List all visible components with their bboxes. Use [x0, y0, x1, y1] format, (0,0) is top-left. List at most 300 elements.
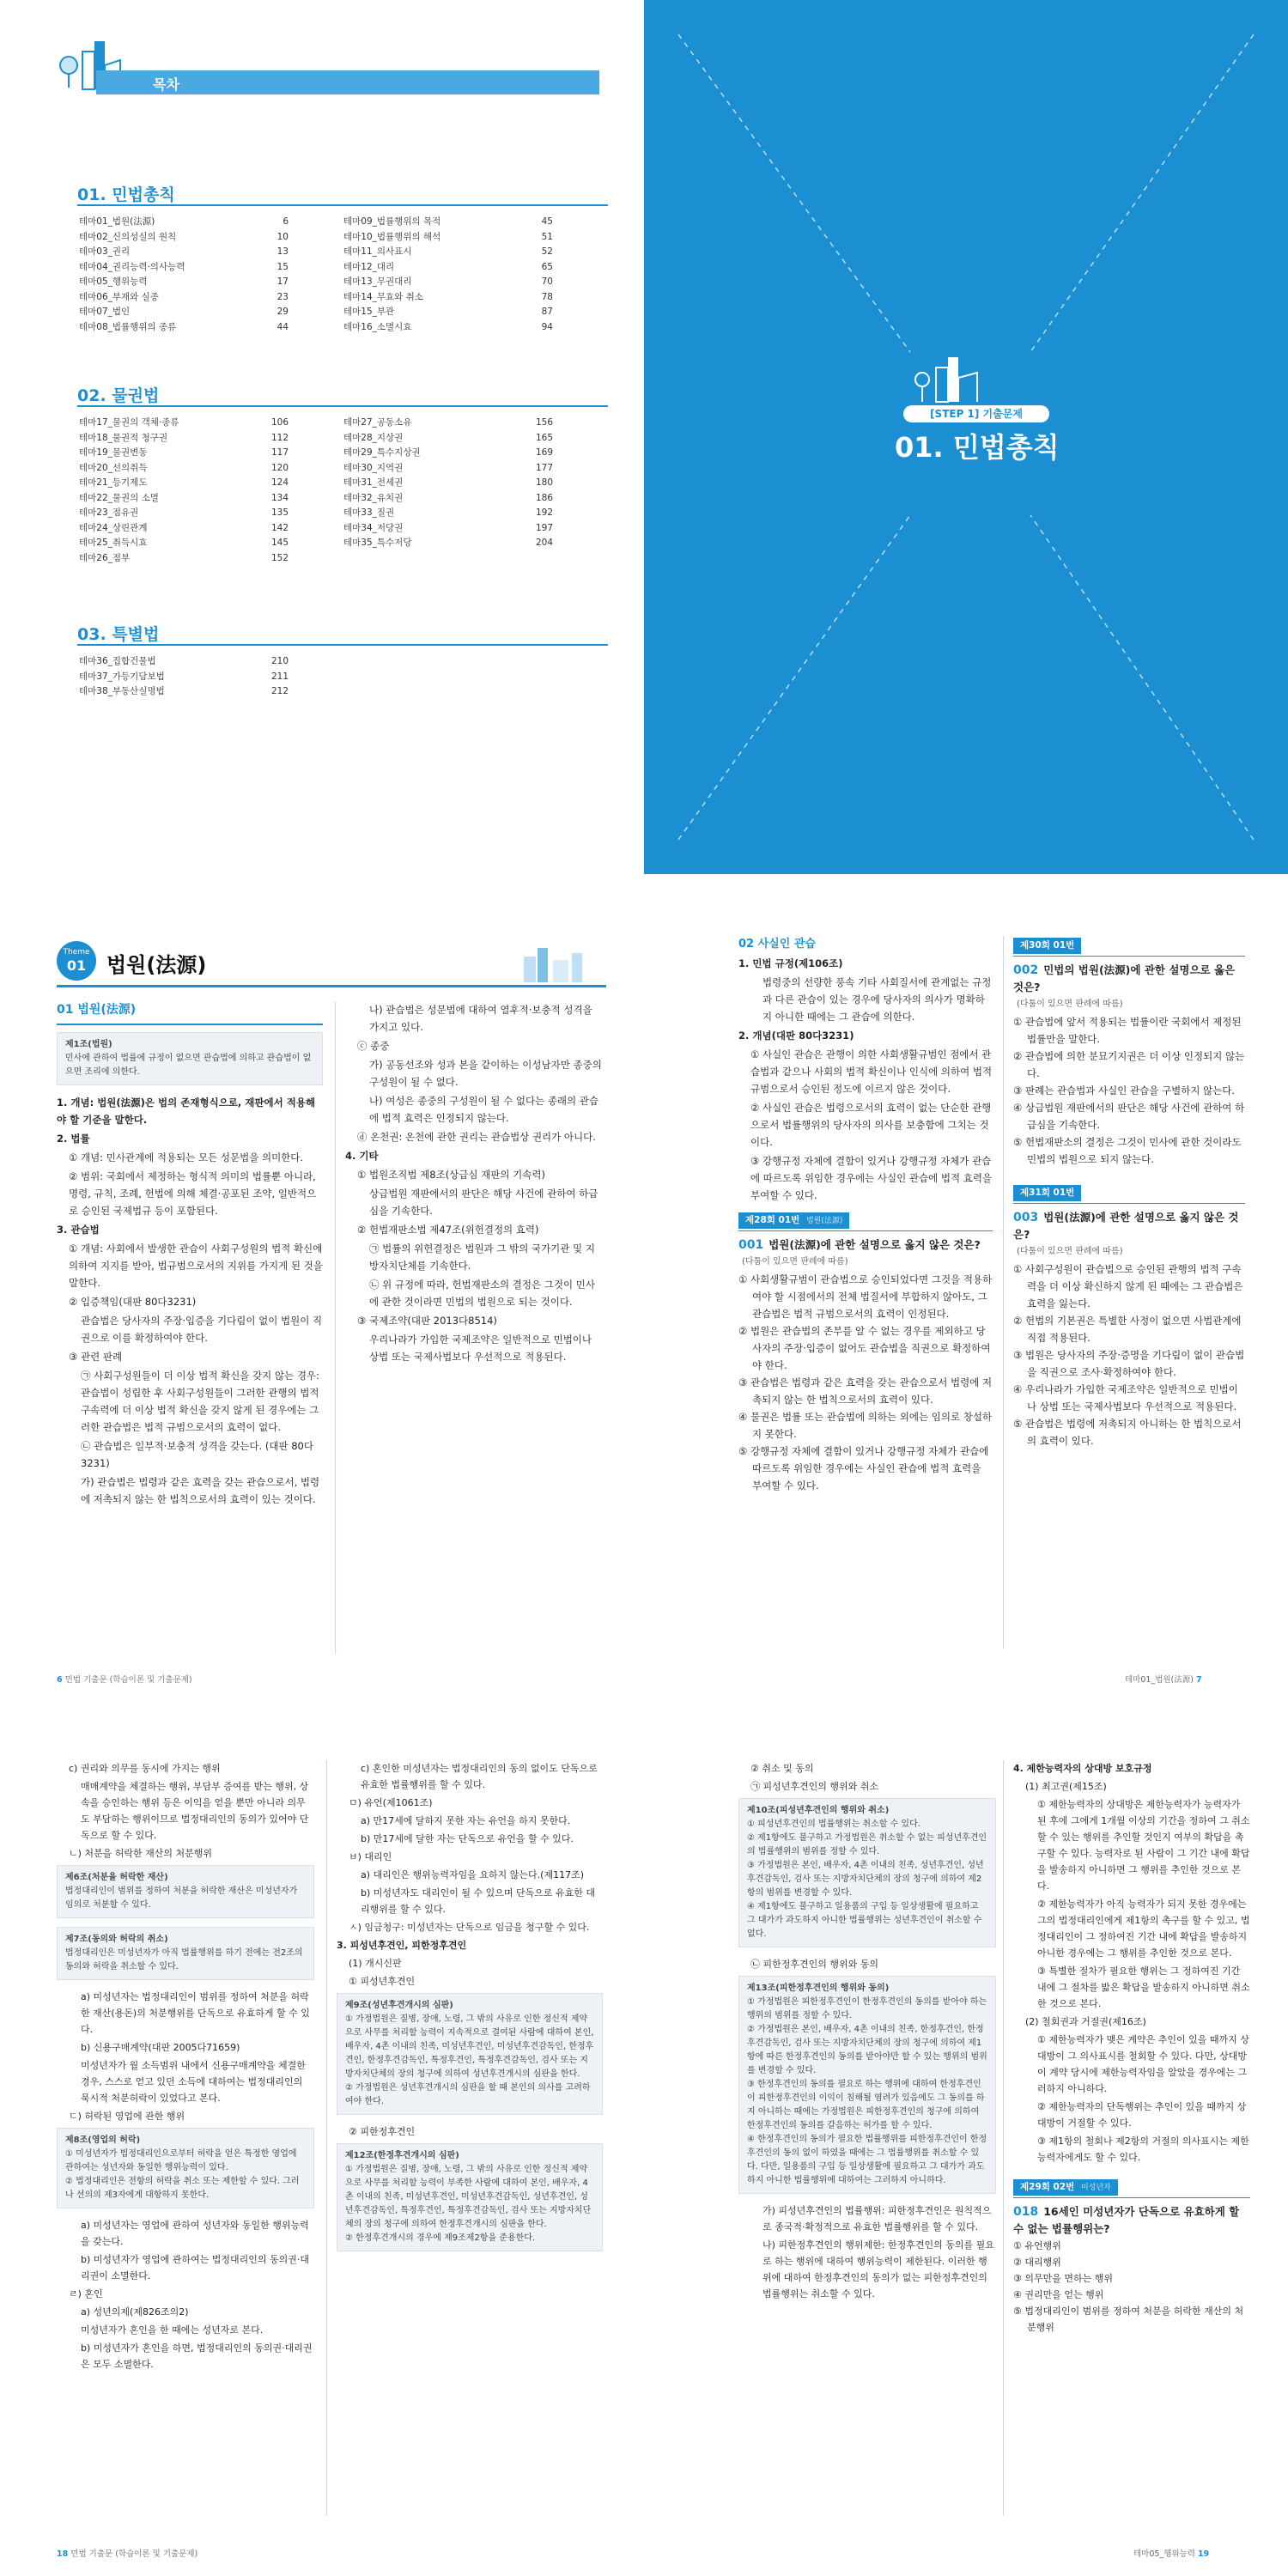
body-paragraph: 미성년자가 월 소득범위 내에서 신용구매계약을 체결한 경우, 스스로 얻고 있던 소득에 대하여는 법정대리인의 묵시적 처분허락이 있었다고 본다.	[81, 2060, 306, 2104]
toc-entry-page: 180	[535, 477, 553, 488]
toc-entry[interactable]	[79, 551, 289, 567]
toc-entry-page: 124	[270, 477, 289, 488]
toc-entry-page: 165	[535, 432, 553, 443]
body-paragraph: ㉠ 피성년후견인의 행위와 취소	[750, 1781, 879, 1792]
toc-entry-page: 52	[541, 246, 553, 257]
toc-entry[interactable]	[343, 305, 553, 320]
building-logo-icon	[910, 354, 1005, 405]
toc-entry-title: 테마19_물권변동	[79, 447, 148, 458]
toc-entry-page: 65	[541, 261, 553, 272]
theme-badge-label: Theme	[63, 948, 90, 957]
toc-entry-page: 15	[276, 261, 289, 272]
toc-section-title-3: 03. 특별법	[77, 625, 160, 644]
question-tag-003	[1013, 1185, 1081, 1201]
subsection-label: ㉡ 피한정후견인의 행위와 동의	[750, 1959, 879, 1970]
body-paragraph: a) 성년의제(제826조의2)	[81, 2306, 189, 2318]
toc-entry-title: 테마22_물권의 소멸	[79, 492, 159, 503]
toc-entry-title: 테마28_지상권	[343, 432, 404, 443]
heading-paragraph: 3. 관습법	[57, 1224, 100, 1236]
subsection-label: ② 피한정후견인	[349, 2126, 416, 2137]
law-box-article-1	[57, 1032, 323, 1085]
toc-page	[0, 0, 644, 874]
toc-entry-title: 테마02_신의성실의 원칙	[79, 231, 177, 242]
question-002-options	[1013, 1013, 1245, 1168]
footer-text: 테마05_행위능력	[1133, 2549, 1195, 2559]
toc-entry[interactable]	[343, 506, 553, 521]
spread1-column-3-body	[738, 955, 993, 1204]
toc-entry-title: 테마08_법률행위의 종류	[79, 321, 177, 332]
footer-text: 민법 기출문 (학습이론 및 기출문제)	[64, 1675, 192, 1685]
toc-entry-title: 테마31_전세권	[343, 477, 404, 488]
body-paragraph: ② 헌법재판소법 제47조(위헌결정의 효력)	[357, 1224, 539, 1236]
toc-entry[interactable]	[343, 536, 553, 551]
body-paragraph: ③ 제1항의 철회나 제2항의 거절의 의사표시는 제한능력자에게도 할 수 있다.	[1037, 2136, 1249, 2163]
question-text: 법원(法源)에 관한 설명으로 옳지 않은 것은?	[769, 1238, 981, 1251]
spread1-column-1	[57, 1001, 323, 1510]
toc-entry-page: 169	[535, 447, 553, 458]
question-018-options	[1013, 2238, 1250, 2336]
answer-option: ③ 관습법은 법령과 같은 효력을 갖는 관습으로서 법령에 저촉되지 않는 한 법칙으로서의 효력이 있다.	[738, 1376, 993, 1406]
toc-entry-title: 테마38_부동산실명법	[79, 686, 165, 696]
toc-entry[interactable]	[79, 320, 289, 336]
heading-paragraph: 2. 법률	[57, 1133, 90, 1145]
law-box-line: ② 제1항에도 불구하고 가정법원은 취소할 수 없는 피성년후견인의 법률행위의 범위를 정할 수 있다.	[747, 1833, 987, 1856]
answer-option: ② 법원은 관습법의 존부를 알 수 없는 경우를 제외하고 당사자의 주장·입증이 없어도 관습법을 직권으로 확정하여야 한다.	[738, 1325, 991, 1371]
law-box-article-7	[57, 1927, 314, 1980]
toc-entry[interactable]	[79, 670, 289, 685]
law-box-text: 민사에 관하여 법률에 규정이 없으면 관습법에 의하고 관습법이 없으면 조리에 의한다.	[65, 1054, 312, 1077]
spread2-column-3-body	[738, 1760, 996, 1795]
toc-entry-page: 135	[270, 507, 289, 518]
toc-entry-page: 197	[535, 522, 553, 533]
answer-option: ④ 상급법원 재판에서의 판단은 해당 사건에 관하여 하급심을 기속한다.	[1013, 1102, 1245, 1131]
toc-entry[interactable]	[79, 461, 289, 477]
footer-left-spread2	[57, 2547, 197, 2559]
toc-entry[interactable]	[343, 275, 553, 290]
toc-entry[interactable]	[79, 275, 289, 290]
toc-entry-title: 테마30_지역권	[343, 462, 404, 473]
body-paragraph: (2) 철회권과 거절권(제16조)	[1025, 2016, 1146, 2027]
answer-option: ③ 판례는 관습법과 사실인 관습을 구별하지 않는다.	[1013, 1084, 1236, 1097]
toc-entry-page: 94	[541, 321, 553, 332]
question-tag-003-label: 제31회 01번	[1020, 1188, 1075, 1198]
question-003	[1013, 1209, 1245, 1261]
law-box-line: ② 법정대리인은 전항의 허락을 취소 또는 제한할 수 있다. 그러나 선의의 제3자에게 대항하지 못한다.	[65, 2177, 300, 2200]
toc-entry-title: 테마01_법원(法源)	[79, 216, 155, 227]
heading-paragraph: 3. 피성년후견인, 피한정후견인	[337, 1940, 467, 1951]
toc-entry[interactable]	[79, 215, 289, 230]
body-paragraph: ② 제한능력자가 아직 능력자가 되지 못한 경우에는 그의 법정대리인에게 제1항의 촉구를 할 수 있고, 법정대리인이 그 정하여진 기간 내에 확답을 발송하지 아니한 경우에는 그 행위를 추인한 것으로 본다.	[1037, 1899, 1250, 1959]
body-paragraph: ㄹ) 혼인	[69, 2288, 103, 2300]
law-box-title: 제9조(성년후견개시의 심판)	[345, 2001, 453, 2010]
toc-entry[interactable]	[343, 215, 553, 230]
body-paragraph: 나) 관습법은 성문법에 대하여 열후적·보충적 성격을 가지고 있다.	[369, 1004, 592, 1033]
toc-entry[interactable]	[79, 446, 289, 461]
question-number: 003	[1013, 1211, 1039, 1224]
toc-entry[interactable]	[79, 654, 289, 670]
answer-option: ⑤ 헌법재판소의 결정은 그것이 민사에 관한 것이라도 민법의 법원으로 되지 않는다.	[1013, 1136, 1242, 1165]
toc-entry-title: 테마09_법률행위의 목적	[343, 216, 441, 227]
body-paragraph: ① 개념: 민사관계에 적용되는 모든 성문법을 의미한다.	[69, 1151, 304, 1163]
body-paragraph: c) 권리와 의무를 동시에 가지는 행위	[69, 1763, 221, 1774]
toc-entry[interactable]	[343, 491, 553, 507]
body-paragraph: ③ 국제조약(대판 2013다8514)	[357, 1315, 497, 1327]
law-box-line: ④ 제1항에도 불구하고 일용품의 구입 등 일상생활에 필요하고 그 대가가 과도하지 아니한 법률행위는 성년후견인이 취소할 수 없다.	[747, 1902, 982, 1939]
body-paragraph: ③ 특별한 절차가 필요한 행위는 그 정하여진 기간 내에 그 절차를 밟은 확답을 발송하지 아니하면 취소한 것으로 본다.	[1037, 1965, 1250, 2009]
toc-entry-title: 테마14_무효와 취소	[343, 291, 423, 302]
answer-option: ④ 우리나라가 가입한 국제조약은 일반적으로 민법이나 상법 또는 국제사법보다 우선적으로 적용된다.	[1013, 1383, 1238, 1413]
toc-entry[interactable]	[343, 461, 553, 477]
toc-entry-page: 212	[270, 686, 289, 696]
law-box-lines	[345, 2013, 594, 2109]
answer-option: ④ 권리만을 얻는 행위	[1013, 2289, 1104, 2300]
toc-entry-page: 106	[270, 417, 289, 428]
toc-header-title: 목차	[153, 76, 179, 93]
toc-entry-page: 87	[541, 307, 553, 317]
toc-entry-page: 10	[276, 231, 289, 242]
heading-paragraph: 1. 개념: 법원(法源)은 법의 존재형식으로, 재판에서 적용해야 할 기준을 말한다.	[57, 1097, 316, 1126]
toc-entry[interactable]	[79, 416, 289, 431]
body-paragraph: 가) 공동선조와 성과 본을 같이하는 이성남자만 종중의 구성원이 될 수 없다.	[369, 1059, 602, 1088]
toc-entry[interactable]	[343, 521, 553, 537]
toc-entry[interactable]	[343, 230, 553, 246]
law-box-title: 제8조(영업의 허락)	[65, 2136, 141, 2145]
law-box-line: ① 미성년자가 법정대리인으로부터 허락을 얻은 특정한 영업에 관하여는 성년자와 동일한 행위능력이 있다.	[65, 2149, 297, 2172]
theme-title: 법원(法源)	[106, 953, 207, 977]
theme-badge	[57, 941, 96, 981]
spread2-column-2	[337, 1760, 603, 2260]
question-002	[1013, 962, 1245, 1013]
body-paragraph: a) 만17세에 달하지 못한 자는 유언을 하지 못한다.	[361, 1815, 571, 1826]
toc-entry-page: 204	[535, 538, 553, 548]
toc-entry-title: 테마34_저당권	[343, 522, 404, 533]
toc-entry-page: 78	[541, 291, 553, 302]
toc-entry-page: 152	[270, 552, 289, 563]
law-box-article-10	[738, 1798, 996, 1947]
body-paragraph: ㉠ 사회구성원들이 더 이상 법적 확신을 갖지 않는 경우: 관습법이 성립한 후 사회구성원들이 그러한 관행의 법적 구속력에 더 이상 법적 확신을 갖지 않게 된 경우에는 그러한 관습법은 법적 규범으로서의 효력이 없다.	[81, 1370, 319, 1433]
footer-text: 민법 기출문 (학습이론 및 기출문제)	[70, 2549, 198, 2559]
toc-list-1-right	[343, 215, 553, 335]
toc-entry[interactable]	[343, 290, 553, 306]
body-paragraph: ㅅ) 임금청구: 미성년자는 단독으로 임금을 청구할 수 있다.	[349, 1922, 590, 1933]
footer-right-spread1	[1125, 1673, 1202, 1685]
toc-entry-title: 테마26_점부	[79, 552, 131, 563]
answer-option: ④ 물권은 법률 또는 관습법에 의하는 외에는 임의로 창설하지 못한다.	[738, 1411, 993, 1440]
body-paragraph: ② 취소 및 동의	[750, 1763, 814, 1774]
body-paragraph: b) 만17세에 달한 자는 단독으로 유언을 할 수 있다.	[361, 1833, 574, 1844]
theme-title-rule	[57, 985, 606, 987]
body-paragraph: 가) 관습법은 법령과 같은 효력을 갖는 관습으로서, 법령에 저촉되지 않는 한 법칙으로서의 효력이 있는 것이다.	[81, 1476, 320, 1505]
toc-entry[interactable]	[79, 506, 289, 521]
toc-entry-page: 45	[541, 216, 553, 227]
toc-entry-title: 테마05_행위능력	[79, 276, 148, 287]
toc-entry-title: 테마23_점유권	[79, 507, 139, 518]
toc-entry-title: 테마17_물권의 객체·종류	[79, 417, 179, 428]
question-tag-002	[1013, 938, 1081, 954]
question-text: 법원(法源)에 관한 설명으로 옳지 않은 것은?	[1013, 1211, 1239, 1241]
question-rule	[1013, 2197, 1250, 2198]
toc-entry-page: 117	[270, 447, 289, 458]
body-paragraph: c) 혼인한 미성년자는 법정대리인의 동의 없이도 단독으로 유효한 법률행위를 할 수 있다.	[361, 1763, 598, 1790]
building-deco-icon	[515, 945, 601, 982]
spread2-column-1-body-c	[57, 2217, 314, 2372]
answer-option: ② 헌법의 기본권은 특별한 사정이 없으면 사법관계에 직접 적용된다.	[1013, 1315, 1242, 1344]
law-box-article-6	[57, 1865, 314, 1918]
toc-entry[interactable]	[79, 230, 289, 246]
question-note: (다툼이 있으면 판례에 따름)	[742, 1257, 848, 1267]
body-paragraph: ⓓ 온천권: 온천에 관한 권리는 관습법상 권리가 아니다.	[357, 1131, 596, 1143]
footer-right-spread2	[1133, 2547, 1209, 2559]
question-001	[738, 1236, 993, 1271]
body-paragraph: 관습법은 당사자의 주장·입증을 기다림이 없이 법원이 직권으로 이를 확정하여야 한다.	[81, 1315, 323, 1344]
question-text: 16세인 미성년자가 단독으로 유효하게 할 수 없는 법률행위는?	[1013, 2205, 1240, 2235]
toc-entry[interactable]	[79, 260, 289, 276]
body-paragraph: a) 미성년자는 법정대리인이 범위를 정하여 처분을 허락한 재산(용돈)의 처분행위를 단독으로 유효하게 할 수 있다.	[81, 1991, 310, 2035]
answer-option: ⑤ 강행규정 자체에 결함이 있거나 강행규정 자체가 관습에 따르도록 위임한 경우에는 사실인 관습에 법적 효력을 부여할 수 있다.	[738, 1445, 989, 1492]
answer-option: ⑤ 법정대리인이 범위를 정하여 처분을 허락한 재산의 처분행위	[1013, 2306, 1244, 2333]
spread2-column-2-body	[337, 1760, 603, 1990]
body-paragraph: ① 법원조직법 제8조(상급심 재판의 기속력)	[357, 1169, 545, 1181]
toc-entry-title: 테마35_특수저당	[343, 538, 412, 548]
toc-entry-page: 186	[535, 492, 553, 503]
toc-entry-page: 51	[541, 231, 553, 242]
toc-section-rule-3	[77, 644, 608, 646]
answer-option: ② 대리행위	[1013, 2257, 1061, 2268]
law-box-title: 제1조(법원)	[65, 1040, 112, 1049]
toc-entry-title: 테마04_권리능력·의사능력	[79, 261, 185, 272]
law-box-line: ③ 가정법원은 본인, 배우자, 4촌 이내의 친족, 성년후견인, 성년후견감독인, 검사 또는 지방자치단체의 장의 청구에 의하여 제2항의 범위를 변경할 수 있다.	[747, 1861, 984, 1898]
section-title-01: 01 법원(法源)	[57, 1003, 137, 1017]
law-box-title: 제6조(처분을 허락한 재산)	[65, 1873, 168, 1882]
body-paragraph: 가) 피성년후견인의 법률행위: 피한정후견인은 원칙적으로 종국적·확정적으로 유효한 법률행위를 할 수 있다.	[762, 2205, 992, 2233]
toc-entry[interactable]	[79, 305, 289, 320]
law-box-lines	[65, 2148, 306, 2202]
question-tag-001-label: 제28회 01번	[745, 1215, 800, 1225]
heading-paragraph: 4. 기타	[345, 1150, 379, 1162]
toc-entry[interactable]	[79, 431, 289, 447]
law-box-line: ② 가정법원은 본인, 배우자, 4촌 이내의 친족, 한정후견인, 한정후견감독인, 검사 또는 지방자치단체의 장의 청구에 의하여 제1항에 따른 한정후견인의 동의를 받아야만 할 수 있는 행위의 범위를 변경할 수 있다.	[747, 2025, 987, 2075]
toc-entry-page: 210	[270, 656, 289, 666]
toc-entry-title: 테마03_권리	[79, 246, 131, 257]
toc-entry[interactable]	[79, 684, 289, 700]
body-paragraph: ② 사실인 관습은 법령으로서의 효력이 없는 단순한 관행으로서 법률행위의 당사자의 의사를 보충함에 그치는 것이다.	[750, 1102, 992, 1148]
body-paragraph: ㄴ) 처분을 허락한 재산의 처분행위	[69, 1848, 213, 1859]
body-paragraph: b) 미성년자도 대리인이 될 수 있으며 단독으로 유효한 대리행위를 할 수 있다.	[361, 1887, 596, 1915]
toc-entry[interactable]	[343, 416, 553, 431]
toc-entry-title: 테마16_소멸시효	[343, 321, 412, 332]
toc-entry-page: 17	[276, 276, 289, 287]
body-paragraph: a) 대리인은 행위능력자임을 요하지 않는다.(제117조)	[361, 1869, 584, 1880]
answer-option: ③ 법원은 당사자의 주장·증명을 기다림이 없이 관습법을 직권으로 조사·확정하여야 한다.	[1013, 1349, 1245, 1378]
law-box-line: ③ 한정후견인의 동의를 필요로 하는 행위에 대하여 한정후견인이 피한정후견인의 이익이 침해될 염려가 있음에도 그 동의를 하지 아니하는 때에는 가정법원은 피한정후견인의 청구에 의하여 한정후견인의 동의를 갈음하는 허가를 할 수 있다.	[747, 2080, 985, 2130]
body-paragraph: ③ 강행규정 자체에 결함이 있거나 강행규정 자체가 관습에 따르도록 위임한 경우에는 사실인 관습에 법적 효력을 부여할 수 있다.	[750, 1155, 993, 1201]
column-divider	[335, 1001, 336, 1654]
footer-left-spread1	[57, 1673, 192, 1685]
toc-entry-page: 112	[270, 432, 289, 443]
toc-entry-title: 테마15_부관	[343, 307, 395, 317]
toc-entry-title: 테마29_특수지상권	[343, 447, 421, 458]
toc-entry[interactable]	[79, 245, 289, 260]
law-box-text: 법정대리인이 범위를 정하여 처분을 허락한 재산은 미성년자가 임의로 처분할 수 있다.	[65, 1886, 298, 1910]
answer-option: ① 관습법에 앞서 적용되는 법률이란 국회에서 제정된 법률만을 말한다.	[1013, 1016, 1242, 1045]
toc-entry[interactable]	[79, 290, 289, 306]
law-box-title: 제10조(피성년후견인의 행위와 취소)	[747, 1806, 890, 1815]
law-box-article-9	[337, 1993, 603, 2115]
question-rule	[738, 1230, 993, 1231]
body-paragraph: 나) 여성은 종중의 구성원이 될 수 없다는 종래의 관습에 법적 효력은 인정되지 않는다.	[369, 1095, 599, 1124]
question-number: 001	[738, 1238, 764, 1252]
body-paragraph: ② 제한능력자의 단독행위는 추인이 있을 때까지 상대방이 거절할 수 있다.	[1037, 2101, 1247, 2129]
theme-badge-number: 01	[66, 957, 87, 974]
law-box-article-12	[337, 2143, 603, 2251]
column-divider	[326, 1760, 327, 2516]
question-003-options	[1013, 1261, 1245, 1449]
body-paragraph: 나) 피한정후견인의 행위제한: 한정후견인의 동의를 필요로 하는 행위에 대하여 행위능력이 제한된다. 이러한 행위에 대하여 한정후견인의 동의가 없는 피한정후견인의 법률행위는 취소할 수 있다.	[762, 2239, 994, 2300]
answer-option: ① 유언행위	[1013, 2240, 1061, 2251]
toc-entry[interactable]	[79, 476, 289, 491]
chapter-divider-page	[644, 0, 1288, 874]
toc-entry[interactable]	[343, 431, 553, 447]
toc-entry-title: 테마21_등기제도	[79, 477, 148, 488]
spread2-column-1	[57, 1760, 314, 2374]
page-number: 6	[57, 1675, 63, 1685]
answer-option: ③ 의무만을 면하는 행위	[1013, 2273, 1113, 2284]
question-tag-018-label: 제29회 02번	[1020, 2182, 1075, 2192]
toc-list-2-right	[343, 416, 553, 551]
law-box-line: ① 가정법원은 질병, 장애, 노령, 그 밖의 사유로 인한 정신적 제약으로 사무를 처리할 능력이 지속적으로 결여된 사람에 대하여 본인, 배우자, 4촌 이내의 친족, 미성년후견인, 미성년후견감독인, 한정후견인, 한정후견감독인, 특정후견인, 특정후견감독인, 검사 또는 지방자치단체의 장의 청구에 의하여 성년후견개시의 심판을 한다.	[345, 2014, 594, 2079]
body-paragraph: (1) 개시신판	[349, 1958, 402, 1969]
body-paragraph: ㉠ 법률의 위헌결정은 법원과 그 밖의 국가기관 및 지방자치단체를 기속한다.	[369, 1242, 595, 1272]
spread1-column-2-body	[345, 1001, 603, 1365]
body-paragraph: a) 미성년자는 영업에 관하여 성년자와 동일한 행위능력을 갖는다.	[81, 2220, 309, 2247]
spread2-column-1-body-b	[57, 1989, 314, 2124]
answer-option: ① 사회구성원이 관습법으로 승인된 관행의 법적 구속력을 더 이상 확신하지 않게 된 때에는 그 관습법은 효력을 잃는다.	[1013, 1263, 1243, 1309]
toc-entry[interactable]	[79, 521, 289, 537]
body-paragraph: 미성년자가 혼인을 한 때에는 성년자로 본다.	[81, 2324, 264, 2336]
toc-entry-page: 156	[535, 417, 553, 428]
law-box-line: ② 가정법원은 성년후견개시의 심판을 할 때 본인의 의사를 고려하여야 한다.	[345, 2083, 591, 2106]
toc-entry-page: 120	[270, 462, 289, 473]
toc-entry-page: 142	[270, 522, 289, 533]
toc-entry-title: 테마37_가등기담보법	[79, 671, 165, 682]
heading-paragraph: 1. 민법 규정(제106조)	[738, 957, 843, 969]
toc-entry[interactable]	[343, 245, 553, 260]
toc-entry-title: 테마25_취득시효	[79, 538, 148, 548]
spread1-column-2	[345, 1001, 603, 1367]
question-001-options	[738, 1271, 993, 1494]
question-note: (다툼이 있으면 판례에 따름)	[1017, 1247, 1123, 1256]
toc-section-rule-1	[77, 204, 608, 206]
toc-section-title-1: 01. 민법총칙	[77, 185, 175, 204]
spread2-column-4-body	[1013, 1760, 1250, 2166]
toc-entry-page: 211	[270, 671, 289, 682]
law-box-line: ① 가정법원은 피한정후견인이 한정후견인의 동의를 받아야 하는 행위의 범위를 정할 수 있다.	[747, 1997, 987, 2020]
spread2-column-3-body-b	[738, 2202, 996, 2302]
toc-entry-page: 70	[541, 276, 553, 287]
toc-entry[interactable]	[79, 491, 289, 507]
body-paragraph: ① 개념: 사회에서 발생한 관습이 사회구성원의 법적 확신에 의하여 지지를 받아, 법규범으로서의 지위를 가지게 된 것을 말한다.	[69, 1242, 323, 1289]
toc-entry-page: 29	[276, 307, 289, 317]
question-tag-002-label: 제30회 01번	[1020, 940, 1075, 951]
toc-entry-page: 6	[283, 216, 289, 227]
question-tag-018-note: 미성년자	[1080, 2184, 1111, 2192]
body-paragraph: (1) 최고권(제15조)	[1025, 1781, 1107, 1792]
question-number: 018	[1013, 2205, 1039, 2219]
toc-entry[interactable]	[343, 476, 553, 491]
body-paragraph: ① 제한능력자의 상대방은 제한능력자가 능력자가 된 후에 그에게 1개월 이상의 기간을 정하여 그 취소할 수 있는 행위를 추인할 것인지 여부의 확답을 촉구할 수 있다. 능력자로 된 사람이 그 기간 내에 확답을 발송하지 아니하면 그 행위를 추인한 것으로 본다.	[1037, 1799, 1250, 1892]
column-divider	[1003, 936, 1004, 1649]
body-paragraph: ㅂ) 대리인	[349, 1851, 392, 1862]
question-rule	[1013, 956, 1245, 957]
law-box-text: 법정대리인은 미성년자가 아직 법률행위를 하기 전에는 전2조의 동의와 허락을 취소할 수 있다.	[65, 1948, 303, 1971]
question-tag-018	[1013, 2179, 1118, 2196]
body-paragraph: ㉡ 위 규정에 따라, 헌법재판소의 결정은 그것이 민사에 관한 것이라면 민법의 법원으로 되는 것이다.	[369, 1279, 595, 1308]
body-paragraph: ③ 관련 판례	[69, 1351, 123, 1363]
toc-entry[interactable]	[343, 260, 553, 276]
body-paragraph: 우리나라가 가입한 국제조약은 일반적으로 민법이나 상법 또는 국제사법보다 우선적으로 적용된다.	[369, 1334, 592, 1363]
spread1-column-4	[1013, 936, 1245, 1449]
toc-entry-title: 테마18_물권적 청구권	[79, 432, 168, 443]
law-box-title: 제13조(피한정후견인의 행위와 동의)	[747, 1984, 890, 1993]
toc-list-1-left	[79, 215, 289, 335]
body-paragraph: 법령중의 선량한 풍속 기타 사회질서에 관계없는 규정과 다른 관습이 있는 경우에 당사자의 의사가 명확하지 아니한 때에는 그 관습에 의한다.	[762, 976, 992, 1023]
toc-entry-title: 테마13_무권대리	[343, 276, 412, 287]
toc-entry[interactable]	[343, 320, 553, 336]
page-number: 7	[1196, 1675, 1202, 1685]
chapter-title: 01. 민법총칙	[895, 431, 1060, 464]
toc-entry[interactable]	[343, 446, 553, 461]
step-badge: [STEP 1] 기출문제	[903, 405, 1049, 422]
heading-paragraph: 2. 개념(대판 80다3231)	[738, 1030, 854, 1042]
body-paragraph: 매매계약을 체결하는 행위, 부담부 증여를 받는 행위, 상속을 승인하는 행위 등은 이익을 얻을 뿐만 아니라 의무도 부담하는 행위이므로 법정대리인의 동의가 있어야 단독으로 할 수 있다.	[81, 1781, 309, 1841]
page-number: 18	[57, 2549, 69, 2559]
toc-entry-page: 134	[270, 492, 289, 503]
toc-entry[interactable]	[79, 536, 289, 551]
law-box-lines	[345, 2163, 594, 2245]
law-box-article-13	[738, 1976, 996, 2194]
toc-section-rule-2	[77, 405, 608, 407]
body-paragraph: ⓒ 종중	[357, 1040, 390, 1052]
toc-entry-page: 145	[270, 538, 289, 548]
spread1-column-3	[738, 936, 993, 1494]
body-paragraph: ① 사실인 관습은 관행이 의한 사회생활규범인 점에서 관습법과 같으나 사회의 법적 확신이나 인식에 의하여 법적 규범으로서 승인된 정도에 이르지 않은 것이다.	[750, 1048, 993, 1095]
body-paragraph: b) 미성년자가 영업에 관하여는 법정대리인의 동의권·대리권이 소멸한다.	[81, 2254, 310, 2281]
law-box-article-8	[57, 2128, 314, 2208]
question-tag-001-note: 법원(法源)	[805, 1217, 843, 1225]
spread2-column-3	[738, 1760, 996, 2304]
body-paragraph: ㉡ 관습법은 일부적·보충적 성격을 갖는다. (대판 80다3231)	[81, 1440, 313, 1469]
toc-entry-title: 테마12_대리	[343, 261, 395, 272]
toc-entry-title: 테마36_집합건물법	[79, 656, 156, 666]
body-paragraph: ㄷ) 허락된 영업에 관한 행위	[69, 2111, 185, 2122]
law-box-title: 제12조(한정후견개시의 심판)	[345, 2151, 459, 2160]
law-box-lines	[747, 1818, 987, 1941]
column-divider	[1003, 1760, 1004, 2516]
toc-entry-page: 13	[276, 246, 289, 257]
spread1-column-1-body	[57, 1094, 323, 1508]
body-paragraph: ① 제한능력자가 맺은 계약은 추인이 있을 때까지 상대방이 그 의사표시를 철회할 수 있다. 다만, 상대방이 계약 당시에 제한능력자임을 알았을 경우에는 그러하지 아니하다.	[1037, 2034, 1249, 2094]
law-box-lines	[747, 1996, 987, 2188]
question-rule	[1013, 1203, 1245, 1204]
law-box-line: ① 가정법원은 질병, 장애, 노령, 그 밖의 사유로 인한 정신적 제약으로 사무를 처리할 능력이 부족한 사람에 대하여 본인, 배우자, 4촌 이내의 친족, 미성년후견인, 미성년후견감독인, 성년후견인, 성년후견감독인, 특정후견인, 특정후견감독인, 검사 또는 지방자치단체의 장의 청구에 의하여 한정후견개시의 심판을 한다.	[345, 2165, 592, 2229]
toc-list-2-left	[79, 416, 289, 566]
law-box-line: ② 한정후견개시의 경우에 제9조제2항을 준용한다.	[345, 2233, 536, 2243]
toc-entry-title: 테마10_법률행위의 해석	[343, 231, 441, 242]
toc-entry-title: 테마27_공동소유	[343, 417, 412, 428]
toc-entry-page: 192	[535, 507, 553, 518]
toc-entry-title: 테마11_의사표시	[343, 246, 412, 257]
section-title-02: 02 사실인 관습	[738, 938, 816, 951]
